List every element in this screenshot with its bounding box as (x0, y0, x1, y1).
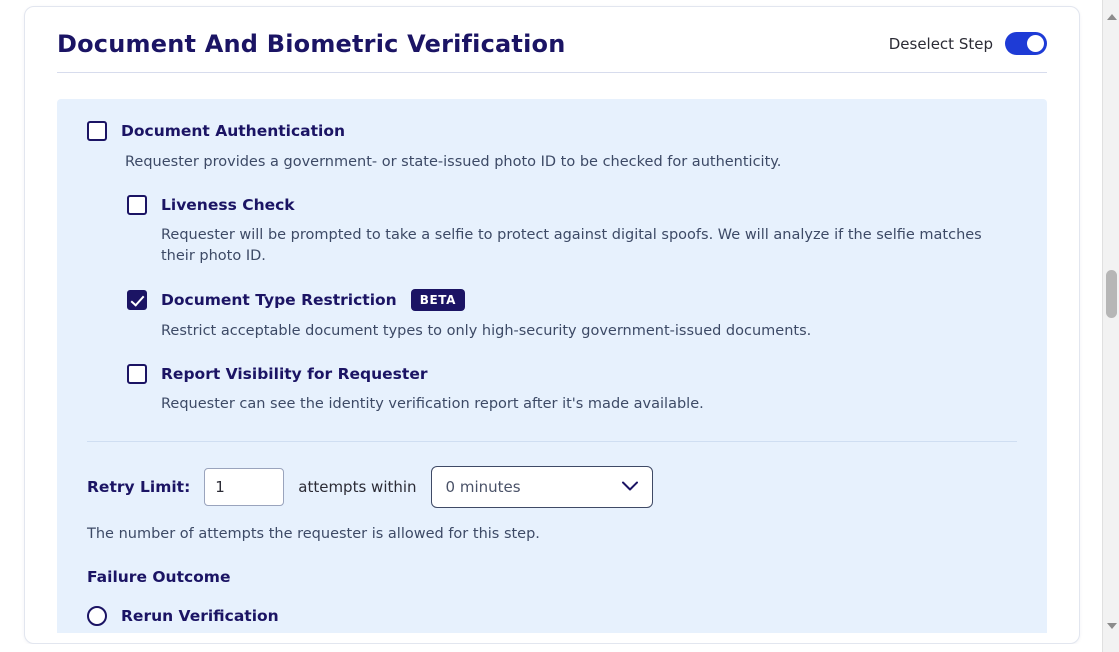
desc-document-authentication: Requester provides a government- or state-issued photo ID to be checked for authenticity. (125, 154, 782, 170)
option-document-authentication[interactable] (87, 121, 1017, 141)
checkbox-document-type-restriction[interactable] (127, 290, 147, 310)
page-title: Document And Biometric Verification (57, 29, 566, 58)
checkbox-liveness-check[interactable] (127, 195, 147, 215)
label-document-authentication: Document Authentication (121, 122, 346, 140)
verification-options-panel (57, 99, 1047, 643)
desc-document-type-restriction: Restrict acceptable document types to only high-security government-issued documents. (161, 323, 812, 340)
retry-limit-row (87, 466, 1017, 508)
option-liveness-check[interactable] (127, 195, 1017, 215)
retry-window-select-box[interactable] (431, 466, 653, 508)
label-document-type-restriction: Document Type Restriction (161, 291, 397, 310)
step-card (24, 6, 1080, 644)
vertical-scrollbar[interactable] (1102, 0, 1119, 652)
attempts-within-label: attempts within (298, 478, 417, 497)
desc-liveness-check: Requester will be prompted to take a selfie to protect against digital spoofs. We will analyze if the selfie matches their photo ID. (161, 227, 982, 265)
desc-report-visibility: Requester can see the identity verification report after it's made available. (161, 396, 704, 413)
step-card-inner (25, 7, 1079, 643)
checkbox-document-authentication[interactable] (87, 121, 107, 141)
step-header (57, 7, 1047, 73)
option-document-type-restriction[interactable] (127, 289, 1017, 311)
label-rerun-verification: Rerun Verification (121, 607, 279, 626)
failure-outcome-title: Failure Outcome (87, 568, 231, 587)
panel-bottom-fade (57, 633, 1047, 643)
label-report-visibility: Report Visibility for Requester (161, 365, 428, 384)
scroll-down-arrow-icon[interactable] (1103, 617, 1119, 634)
radio-rerun-verification[interactable] (87, 606, 107, 626)
retry-limit-input[interactable] (204, 468, 284, 506)
beta-badge: BETA (411, 289, 465, 311)
label-liveness-check: Liveness Check (161, 196, 295, 215)
retry-window-select[interactable] (431, 466, 653, 508)
scroll-up-arrow-icon[interactable] (1103, 8, 1119, 25)
toggle-knob (1027, 35, 1044, 52)
scrollbar-thumb[interactable] (1106, 270, 1117, 318)
deselect-step-control[interactable] (889, 32, 1047, 55)
panel-divider (87, 441, 1017, 442)
page-bottom-strip (0, 644, 1102, 652)
deselect-step-label: Deselect Step (888, 34, 993, 53)
checkbox-report-visibility[interactable] (127, 364, 147, 384)
retry-limit-label: Retry Limit: (87, 478, 191, 497)
retry-window-selected-value: 0 minutes (445, 478, 521, 497)
deselect-step-toggle[interactable] (1005, 32, 1047, 55)
retry-help-text: The number of attempts the requester is allowed for this step. (87, 526, 540, 543)
failure-option-first[interactable] (87, 606, 1017, 626)
option-report-visibility[interactable] (127, 364, 1017, 384)
